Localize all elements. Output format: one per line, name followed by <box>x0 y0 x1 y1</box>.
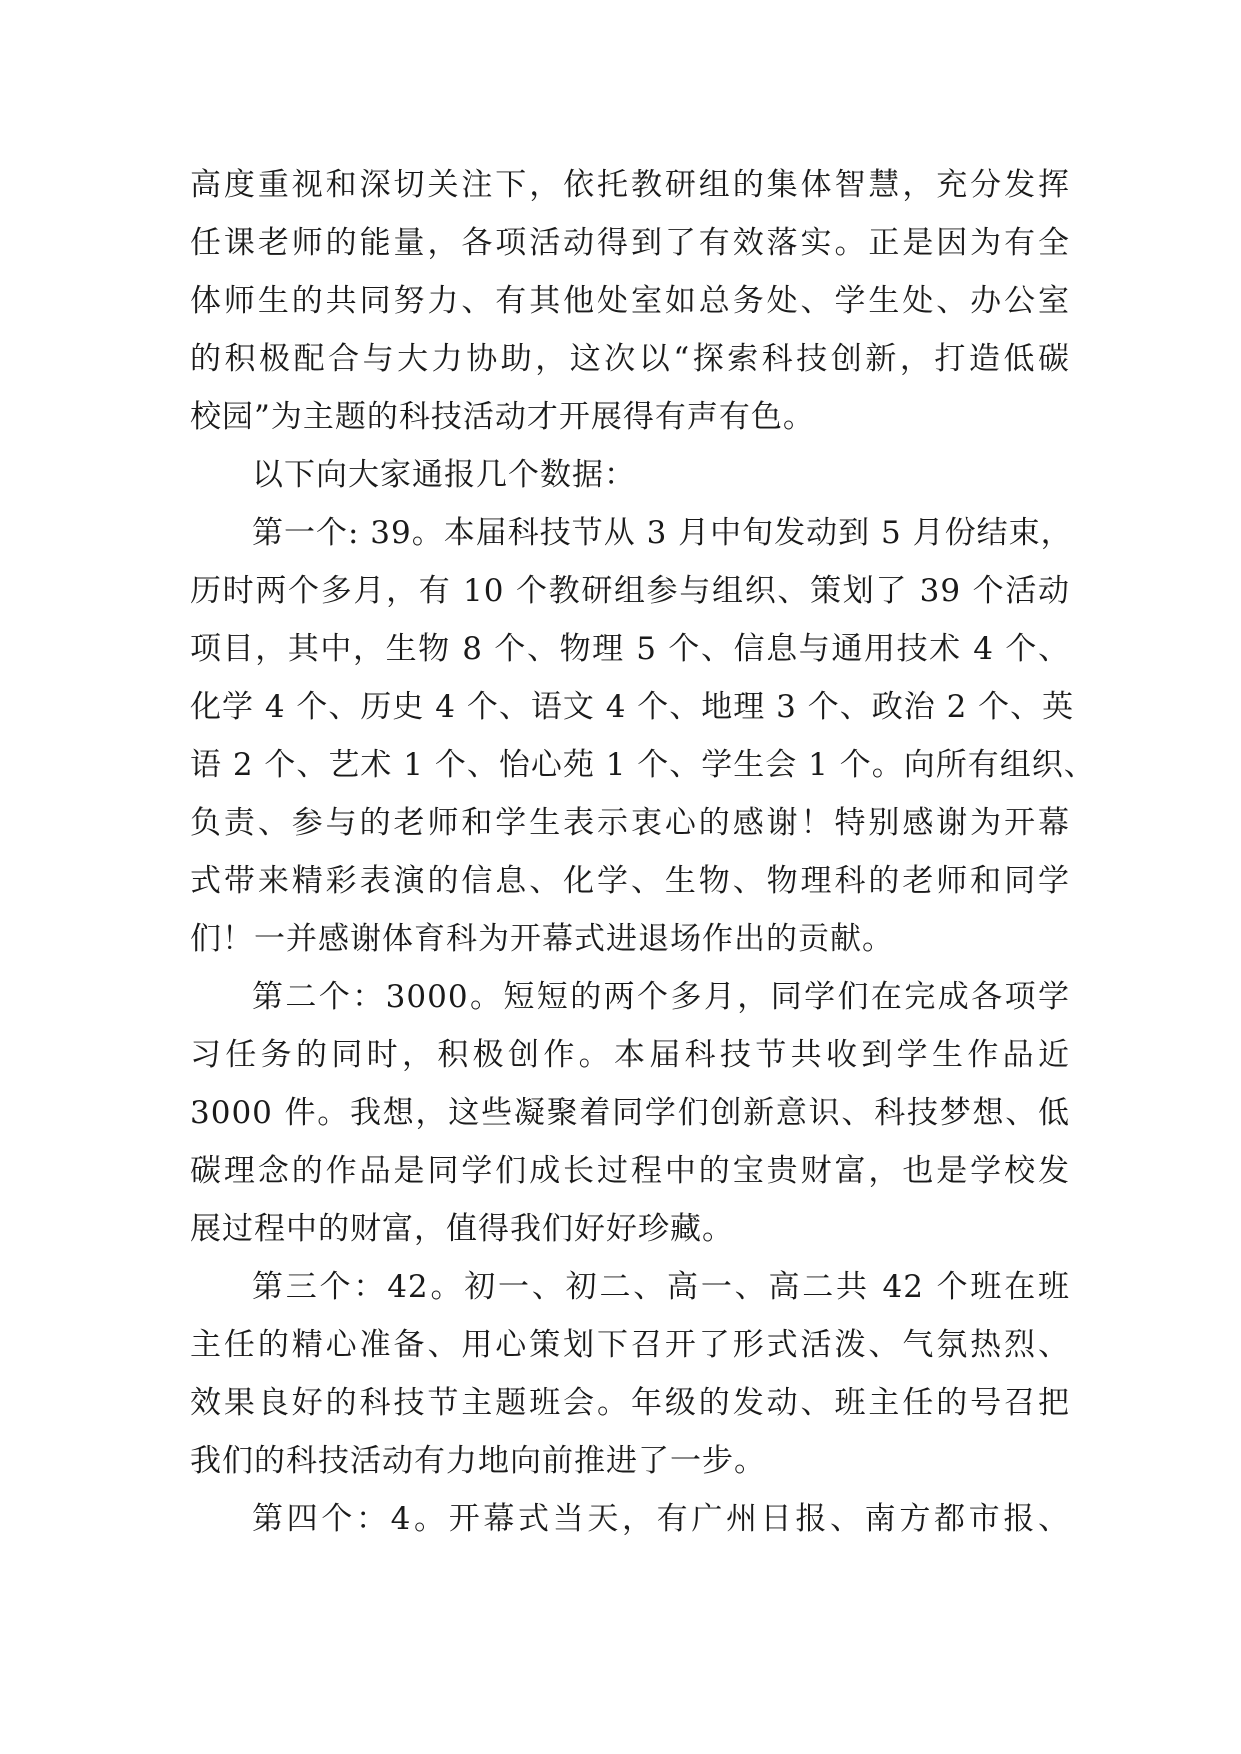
text-line: 展过程中的财富，值得我们好好珍藏。 <box>190 1211 734 1247</box>
text-line: 历时两个多月，有 10 个教研组参与组织、策划了 39 个活动 <box>190 573 1070 609</box>
text-line: 式带来精彩表演的信息、化学、生物、物理科的老师和同学 <box>190 863 1070 899</box>
text-line: 高度重视和深切关注下，依托教研组的集体智慧，充分发挥 <box>190 167 1070 203</box>
text-line: 项目，其中，生物 8 个、物理 5 个、信息与通用技术 4 个、 <box>190 631 1070 667</box>
document-body <box>190 156 1096 1548</box>
text-line: 碳理念的作品是同学们成长过程中的宝贵财富，也是学校发 <box>190 1153 1070 1189</box>
text-line: 体师生的共同努力、有其他处室如总务处、学生处、办公室 <box>190 283 1070 319</box>
paragraph-first <box>190 504 1096 968</box>
paragraph-lead <box>190 446 1070 504</box>
paragraph-intro <box>190 156 1070 446</box>
text-line: 效果良好的科技节主题班会。年级的发动、班主任的号召把 <box>190 1385 1070 1421</box>
text-line: 我们的科技活动有力地向前推进了一步。 <box>190 1443 766 1479</box>
text-line: 第一个: 39。本届科技节从 3 月中旬发动到 5 月份结束， <box>252 515 1073 551</box>
text-line: 3000 件。我想，这些凝聚着同学们创新意识、科技梦想、低 <box>190 1095 1070 1131</box>
text-line: 的积极配合与大力协助，这次以“探索科技创新，打造低碳 <box>190 341 1070 377</box>
text-line: 化学 4 个、历史 4 个、语文 4 个、地理 3 个、政治 2 个、英 <box>190 689 1075 725</box>
text-line: 负责、参与的老师和学生表示衷心的感谢！特别感谢为开幕 <box>190 805 1070 841</box>
text-line: 第三个：42。初一、初二、高一、高二共 42 个班在班 <box>252 1269 1070 1305</box>
text-line: 主任的精心准备、用心策划下召开了形式活泼、气氛热烈、 <box>190 1327 1070 1363</box>
text-line: 第四个：4。开幕式当天，有广州日报、南方都市报、 <box>252 1501 1070 1537</box>
text-line: 以下向大家通报几个数据： <box>252 457 636 493</box>
paragraph-fourth <box>190 1490 1070 1548</box>
text-line: 校园”为主题的科技活动才开展得有声有色。 <box>190 399 815 435</box>
text-line: 语 2 个、艺术 1 个、怡心苑 1 个、学生会 1 个。向所有组织、 <box>190 747 1096 783</box>
paragraph-third <box>190 1258 1070 1490</box>
text-line: 任课老师的能量，各项活动得到了有效落实。正是因为有全 <box>190 225 1070 261</box>
text-line: 第二个：3000。短短的两个多月，同学们在完成各项学 <box>252 979 1070 1015</box>
text-line: 习任务的同时，积极创作。本届科技节共收到学生作品近 <box>190 1037 1070 1073</box>
text-line: 们！一并感谢体育科为开幕式进退场作出的贡献。 <box>190 921 894 957</box>
paragraph-second <box>190 968 1070 1258</box>
